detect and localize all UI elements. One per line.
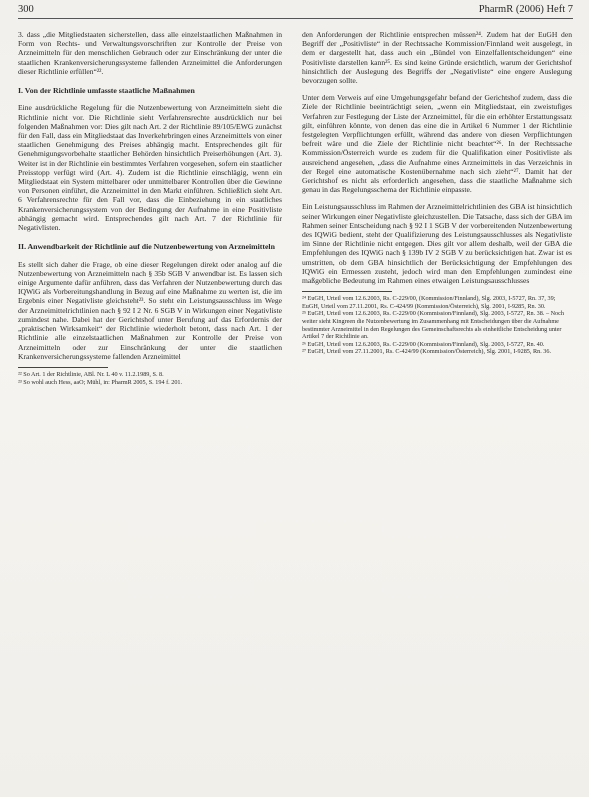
footnote-separator	[18, 367, 108, 368]
intro-paragraph: 3. dass „die Mitgliedstaaten sicherstellen, dass alle einzelstaatlichen Maßnahmen in Form von Rechts- und Verwaltungsvorschriften zur Kontrolle der Preise von Arzneimitteln für den menschlichen Gebrauch oder zur Einschränkung der unter die staatlichen Krankenversicherungssysteme fallenden Arzneimittel die Anforderungen dieser Richtlinie erfüllen“²².	[18, 30, 282, 76]
body-paragraph: den Anforderungen der Richtlinie entsprechen müssen²⁴. Zudem hat der EuGH den Begriff der „Positivliste“ in der Rechtssache Kommission/Finnland weit ausgelegt, in dem er dargestellt hat, dass auch ein „Bündel von Einzelfallentscheidungen“ eine Positivliste darstellen kann²⁵. Es sind keine Gründe ersichtlich, warum der Gerichtshof hinsichtlich der Auslegung des Begriffs der „Negativliste“ eine engere Auslegung bevorzugen sollte.	[302, 30, 572, 86]
footnote: ²² So Art. 1 der Richtlinie, ABl. Nr. L 40 v. 11.2.1989, S. 8.	[18, 370, 164, 378]
left-column	[18, 30, 282, 386]
body-paragraph: Ein Leistungsausschluss im Rahmen der Arzneimittelrichtlinien des GBA ist hinsichtlich seiner Wirkungen einer Negativliste gleichzustellen. Die Tatsache, dass sich der GBA im Rahmen seiner Entscheidung nach § 92 I 1 SGB V der vorbereitenden Nutzenbewertung des IQWiG bedient, steht der Qualifizierung des Leistungsausschlusses als Negativliste im Sinne der Richtlinie nicht entgegen. Dies gilt vor allem deshalb, weil der GBA die Empfehlungen des IQWiG nach § 139b IV 2 SGB V zu berücksichtigen hat. Zwar ist es umstritten, ob dem GBA hinsichtlich der Berücksichtigung der Empfehlungen des IQWiG ein Ermessen zusteht, jedoch wird man den Empfehlungen zumindest eine maßgebliche Bedeutung im Rahmen eines etwaigen Leistungsausschlusses	[302, 202, 572, 286]
body-paragraph: Unter dem Verweis auf eine Umgehungsgefahr befand der Gerichtshof zudem, dass die Ziele der Richtlinie beeinträchtigt seien, „wenn ein Mitgliedstaat, ein zweistufiges Verfahren zur Festlegung der Liste der Arzneimittel, für die ein erhöhter Erstattungssatz gilt, einführen könnte, von denen das eine die in Artikel 6 Nummer 1 der Richtlinie festgelegten Verpflichtungen erfüllt, während das andere von diesen Verpflichtungen befreit wäre und die Ziele der Richtlinie nicht beachtet“²⁶. In der Rechtssache Kommission/Österreich wurde es zudem für die Qualifikation einer Positivliste als ausreichend angesehen, „dass die Aufnahme eines Arzneimittels in das Verzeichnis in der Regel eine automatische Kostenübernahme nach sich zieht“²⁷. Damit hat der Gerichtshof es nicht als erforderlich angesehen, dass die staatliche Maßnahme sich genau in das Regelungsschema der Richtlinie einpasste.	[302, 93, 572, 195]
footnotes-right	[302, 295, 572, 356]
header-rule	[18, 18, 573, 19]
right-column	[302, 30, 572, 356]
footnote: ²³ So wohl auch Hess, aaO; Mühl, in: PharmR 2005, S. 194 f. 201.	[18, 378, 183, 386]
footnotes-left	[18, 371, 282, 386]
footnote: ²⁴ EuGH, Urteil vom 12.6.2003, Rs. C-229/00, (Kommission/Finnland), Slg. 2003, I-5727, Rn. 37, 39; EuGH, Urteil vom 27.11.2001, Rs. C-424/99 (Kommission/Österreich), Slg. 2001, I-9285, Rn. 30.	[302, 295, 556, 310]
body-paragraph: Es stellt sich daher die Frage, ob eine dieser Regelungen direkt oder analog auf die Nutzenbewertung von Arzneimitteln nach § 35b SGB V anwendbar ist. Es lassen sich einige Argumente dafür anführen, dass das Verfahren der Nutzenbewertung durch das IQWiG als Vorbereitungshandlung in Bezug auf eine Maßnahme zu werten ist, die im Ergebnis einer Negativliste gleichsteht²³. So steht ein Leistungsausschluss im Wege der Arzneimittelrichtlinien nach § 92 I 2 Nr. 6 SGB V in Wirkungen einer Negativliste zumindest nahe. Dabei hat der Gerichtshof unter Berufung auf das Erfordernis der „praktischen Wirksamkeit“ der Richtlinie wiederholt betont, dass nach Art. 1 der Richtlinie alle einzelstaatlichen Maßnahmen zur Kontrolle der Preise von Arzneimitteln oder zur Einschränkung der unter die staatlichen Krankenversicherungssysteme fallenden Arzneimittel	[18, 259, 282, 361]
footnote-separator	[302, 291, 392, 292]
footnote: ²⁵ EuGH, Urteil vom 12.6.2003, Rs. C-229/00 (Kommission/Finnland), Slg. 2003, I-5727, Rn. 38. – Noch weiter sieht Kingreen die Nutzenbewertung im Zusammenhang mit Entscheidungen über die Aufnahme bestimmter Arzneimittel in den Regelungen des Gemeinschaftsrechts als einheitliche Entscheidung unter Artikel 7 der Richtlinie an.	[302, 310, 564, 341]
journal-reference: PharmR (2006) Heft 7	[478, 4, 573, 15]
section-heading-1: I. Von der Richtlinie umfasste staatliche Maßnahmen	[18, 86, 195, 96]
footnote: ²⁷ EuGH, Urteil vom 27.11.2001, Rs. C-424/99 (Kommission/Österreich), Slg. 2001, I-9285, Rn. 36.	[302, 348, 552, 356]
page-number: 300	[18, 4, 34, 15]
footnote: ²⁶ EuGH, Urteil vom 12.6.2003, Rs. C-229/00 (Kommission/Finnland), Slg. 2003, I-5727, Rn. 40.	[302, 340, 545, 348]
page-header	[18, 4, 573, 20]
section-heading-2: II. Anwendbarkeit der Richtlinie auf die Nutzenbewertung von Arzneimitteln	[18, 242, 275, 252]
body-paragraph: Eine ausdrückliche Regelung für die Nutzenbewertung von Arzneimitteln sieht die Richtlinie nicht vor. Die Richtlinie sieht Verfahrensrechte ausdrücklich nur bei folgenden Maßnahmen vor: Dies gilt nach Art. 2 der Richtlinie 89/105/EWG zunächst für den Fall, dass ein Mitgliedstaat das Inverkehrbringen eines Arzneimittels von einer staatlichen Genehmigung des Preises abhängig macht. Entsprechendes gilt für Genehmigungsvorbehalte staatlicher Behörden hinsichtlich Preiserhöhungen (Art. 3). Weiter ist in der Richtlinie ein bestimmtes Verfahren vorgesehen, sofern ein staatlicher Preisstopp verfügt wird (Art. 4). Zudem ist die Richtlinie einschlägig, wenn ein Mitgliedstaat ein System mittelbarer oder unmittelbarer Kontrollen über die Gewinne von Personen einführt, die Arzneimittel in den Markt einführen. Schließlich sieht Art. 6 Verfahrensrechte für den Fall vor, dass die Einbeziehung in ein staatliches Krankenversicherungssystem von der Bedingung der Aufnahme in eine Positivliste abhängig gemacht wird. Entsprechendes gilt nach Art. 7 der Richtlinie für Negativlisten.	[18, 103, 282, 233]
